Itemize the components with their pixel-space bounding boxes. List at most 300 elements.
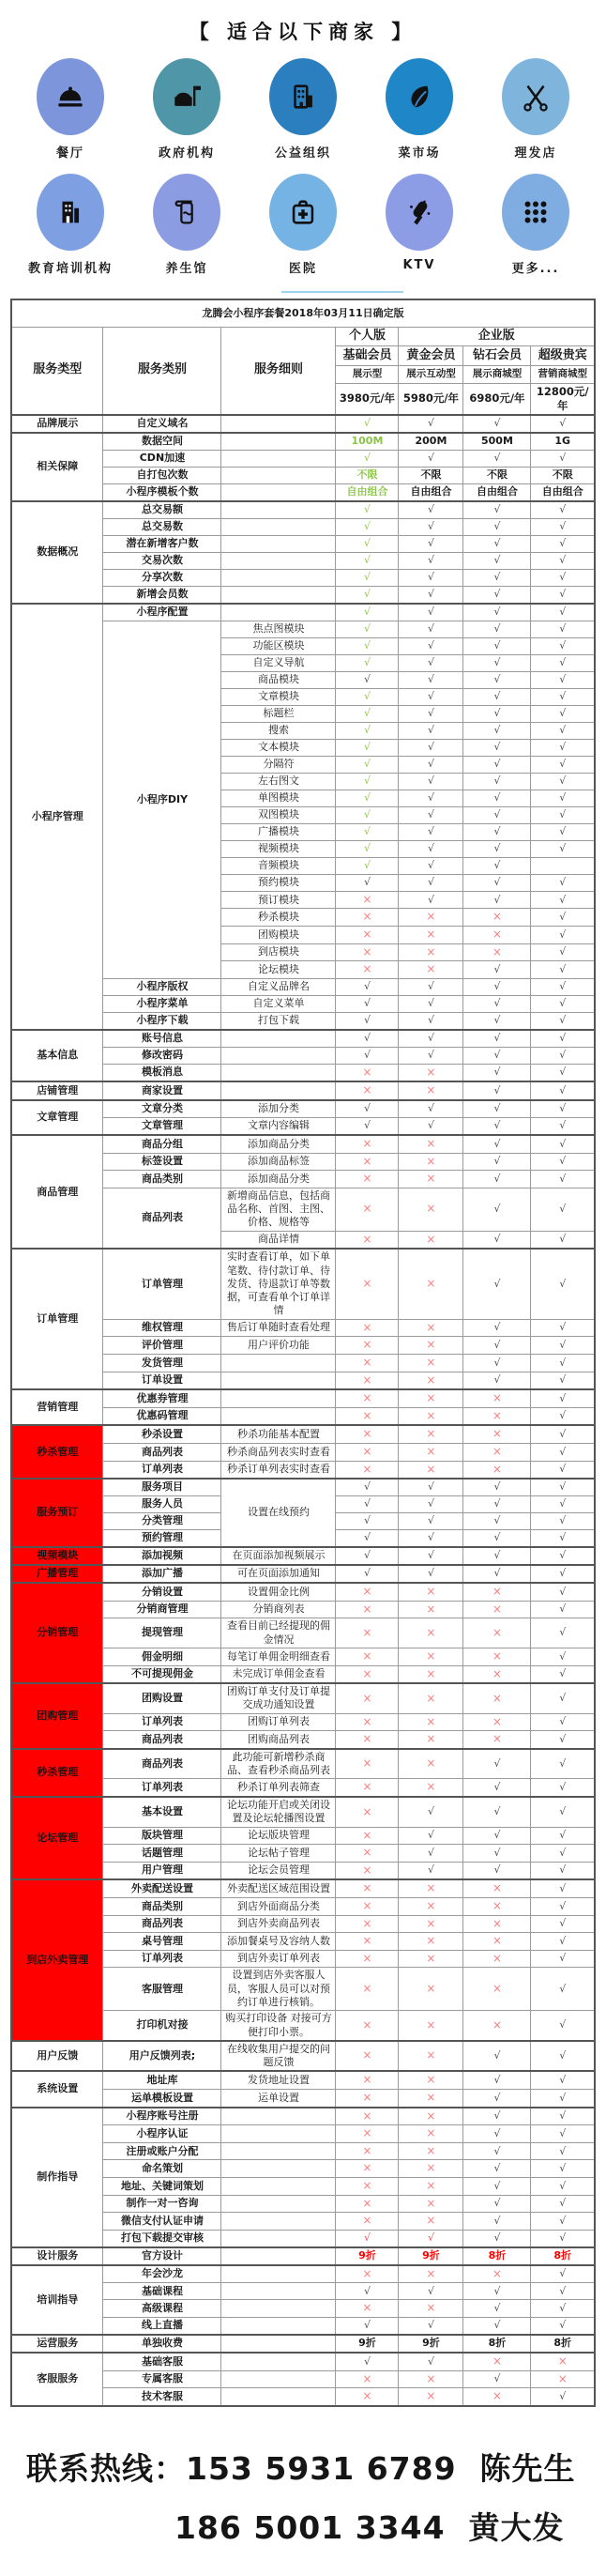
plan-value-cell: ×	[336, 2108, 399, 2125]
plan-value-cell: ×	[336, 1407, 399, 1425]
plan-value-cell: ×	[463, 1915, 531, 1933]
plan-value-cell: √	[531, 1354, 595, 1372]
plan-value-cell: √	[531, 450, 595, 467]
plan-value-cell: ×	[463, 1601, 531, 1618]
table-row	[11, 1565, 595, 1583]
service-detail-cell	[221, 2230, 336, 2247]
plan-value-cell: ×	[399, 1665, 463, 1683]
plan-value-cell: ×	[399, 943, 463, 961]
plan-value-cell: √	[463, 586, 531, 604]
plan-value-cell: ×	[399, 1354, 463, 1372]
hotline-contact-1: 陈先生	[479, 2449, 576, 2487]
service-detail-cell	[221, 2335, 336, 2353]
service-category-cell: 订单列表	[103, 1461, 221, 1479]
plan-value-cell: √	[531, 2283, 595, 2300]
service-type-cell: 系统设置	[11, 2071, 103, 2107]
service-type-cell: 营销管理	[11, 1389, 103, 1425]
merchant-item	[12, 58, 129, 161]
col-header-service-category: 服务类别	[103, 328, 221, 415]
plan-value-cell: ×	[463, 1665, 531, 1683]
plan-value-cell: ×	[399, 909, 463, 927]
plan-value-cell: √	[463, 978, 531, 995]
service-category-cell: 修改密码	[103, 1047, 221, 1064]
plan-value-cell: √	[531, 1530, 595, 1548]
plan-value-cell: ×	[336, 909, 399, 927]
plan-value-cell: √	[336, 756, 399, 773]
plan-value-cell: √	[336, 604, 399, 621]
service-detail-cell: 搜索	[221, 722, 336, 739]
merchant-item	[12, 174, 129, 276]
plan-value-cell: ×	[463, 2011, 531, 2041]
plan-value-cell: 200M	[399, 433, 463, 451]
plan-value-cell: √	[531, 552, 595, 569]
plan-value-cell: √	[336, 995, 399, 1012]
plan-value-cell: √	[531, 1389, 595, 1407]
service-detail-cell	[221, 433, 336, 451]
service-type-cell: 小程序管理	[11, 604, 103, 1030]
plan-value-cell: √	[399, 688, 463, 705]
plan-value-cell: ×	[463, 1425, 531, 1443]
pricing-table-body	[11, 415, 595, 2406]
plan-value-cell: √	[336, 874, 399, 891]
service-category-cell: 分销商管理	[103, 1601, 221, 1618]
plan-value-cell: √	[399, 722, 463, 739]
service-category-cell: 小程序下载	[103, 1012, 221, 1030]
service-category-cell: 团购设置	[103, 1683, 221, 1713]
plan-value-cell: √	[463, 705, 531, 722]
plan-value-cell: √	[531, 1713, 595, 1731]
plan-value-cell: √	[399, 569, 463, 586]
plan-value-cell: √	[531, 2213, 595, 2231]
plan-value-cell: √	[336, 518, 399, 535]
service-detail-cell: 未完成订单佣金查看	[221, 1665, 336, 1683]
medkit-icon	[269, 174, 337, 251]
plan-value-cell: ×	[399, 2300, 463, 2318]
plan-value-cell: √	[463, 2178, 531, 2196]
plan-value-cell: √	[463, 1064, 531, 1081]
plan-value-cell: √	[531, 1845, 595, 1863]
plan-value-cell: √	[399, 415, 463, 433]
plan-value-cell: √	[463, 1047, 531, 1064]
plan-value-cell: √	[399, 1862, 463, 1879]
service-detail-cell	[221, 1389, 336, 1407]
plan-value-cell: ×	[399, 2388, 463, 2406]
plan-value-cell: ×	[463, 909, 531, 927]
plan-value-cell: √	[531, 2300, 595, 2318]
plan-value-cell: 不限	[399, 467, 463, 483]
plan-value-cell: √	[336, 840, 399, 857]
plan-value-cell: √	[463, 1779, 531, 1797]
plan-value-cell: ×	[399, 2142, 463, 2160]
plan-value-cell: ×	[463, 1968, 531, 2011]
plan-value-cell: ×	[531, 2370, 595, 2388]
service-type-cell: 数据概况	[11, 501, 103, 604]
service-detail-cell: 新增商品信息，包括商品名称、首图、主图、价格、规格等	[221, 1188, 336, 1231]
plan-value-cell: √	[531, 569, 595, 586]
plan-value-cell: √	[463, 756, 531, 773]
plan-value-cell: √	[463, 1513, 531, 1530]
plan-value-cell: √	[336, 705, 399, 722]
plan-value-cell: 100M	[336, 433, 399, 451]
service-category-cell: 评价管理	[103, 1337, 221, 1355]
plan-value-cell: ×	[463, 1713, 531, 1731]
service-detail-cell: 秒杀订单列表筛查	[221, 1779, 336, 1797]
plan-value-cell: ×	[463, 1583, 531, 1601]
service-category-cell: 总交易额	[103, 501, 221, 519]
plan-value-cell: ×	[336, 1879, 399, 1897]
plan-value-cell: ×	[399, 1425, 463, 1443]
plan-value-cell: ×	[336, 927, 399, 944]
plan-value-cell: √	[399, 1012, 463, 1030]
merchant-item	[129, 58, 245, 161]
service-detail-cell	[221, 552, 336, 569]
service-category-cell: 官方设计	[103, 2247, 221, 2265]
plan-value-cell: √	[399, 874, 463, 891]
plan-value-cell: √	[531, 909, 595, 927]
plan-value-cell: √	[531, 943, 595, 961]
plan-value-cell: ×	[399, 1950, 463, 1968]
plan-price: 12800元/年	[531, 384, 595, 415]
plan-value-cell: ×	[463, 943, 531, 961]
table-row	[11, 1797, 595, 1827]
service-category-cell: 服务项目	[103, 1479, 221, 1496]
more-dots-icon	[502, 174, 569, 251]
plan-value-cell: √	[336, 2318, 399, 2336]
table-row	[11, 1249, 595, 1319]
plan-value-cell: √	[531, 773, 595, 790]
plan-value-cell: √	[531, 2318, 595, 2336]
service-category-cell: 分类管理	[103, 1513, 221, 1530]
service-category-cell: 秒杀设置	[103, 1425, 221, 1443]
plan-value-cell: √	[463, 1354, 531, 1372]
plan-value-cell: ×	[399, 1389, 463, 1407]
plan-value-cell: √	[399, 535, 463, 552]
plan-value-cell: √	[399, 1827, 463, 1845]
plan-value-cell: √	[531, 1879, 595, 1897]
service-category-cell: 用户管理	[103, 1862, 221, 1879]
table-row	[11, 1425, 595, 1443]
service-category-cell: 小程序配置	[103, 604, 221, 621]
plan-value-cell: ×	[336, 1601, 399, 1618]
plan-value-cell: ×	[399, 1879, 463, 1897]
service-detail-cell: 分销商列表	[221, 1601, 336, 1618]
plan-value-cell: ×	[399, 1898, 463, 1916]
plan-value-cell: √	[463, 1547, 531, 1565]
service-detail-cell: 预约模块	[221, 874, 336, 891]
service-detail-cell: 预订模块	[221, 891, 336, 909]
service-category-cell: 基本设置	[103, 1797, 221, 1827]
plan-value-cell: ×	[399, 1731, 463, 1749]
plan-price: 6980元/年	[463, 384, 531, 415]
plan-type: 展示商城型	[463, 366, 531, 384]
service-category-cell: 标签设置	[103, 1153, 221, 1171]
plan-value-cell: 9折	[336, 2247, 399, 2265]
plan-value-cell: √	[463, 1012, 531, 1030]
plan-value-cell: √	[336, 2353, 399, 2370]
plan-value-cell: 9折	[336, 2335, 399, 2353]
service-detail-cell: 文本模块	[221, 739, 336, 756]
merchant-item	[361, 58, 477, 161]
plan-value-cell: √	[531, 1665, 595, 1683]
plan-value-cell: ×	[463, 1898, 531, 1916]
plan-value-cell: √	[531, 806, 595, 823]
plan-value-cell: √	[463, 1319, 531, 1337]
plan-value-cell: √	[531, 874, 595, 891]
plan-value-cell: √	[531, 1030, 595, 1048]
plan-value-cell: √	[399, 756, 463, 773]
plan-value-cell: ×	[399, 1135, 463, 1153]
service-type-cell: 团购管理	[11, 1683, 103, 1749]
merchant-label: 教育培训机构	[27, 262, 113, 276]
plan-value-cell: 8折	[463, 2247, 531, 2265]
plan-value-cell: √	[463, 1249, 531, 1319]
hotline-footer	[26, 2445, 606, 2576]
service-detail-cell	[221, 2300, 336, 2318]
service-detail-cell: 论坛模块	[221, 961, 336, 979]
plan-value-cell: ×	[463, 1731, 531, 1749]
service-category-cell: 模板消息	[103, 1064, 221, 1081]
plan-value-cell: ×	[336, 1249, 399, 1319]
table-row	[11, 1081, 595, 1100]
table-row	[11, 2247, 595, 2265]
plan-value-cell: √	[399, 1547, 463, 1565]
plan-type: 展示互动型	[399, 366, 463, 384]
plan-value-cell: ×	[399, 2195, 463, 2213]
service-detail-cell: 秒杀功能基本配置	[221, 1425, 336, 1443]
service-detail-cell: 设置佣金比例	[221, 1583, 336, 1601]
merchant-item	[129, 174, 245, 276]
plan-value-cell: √	[531, 840, 595, 857]
service-detail-cell: 添加餐桌号及容纳人数	[221, 1933, 336, 1951]
plan-value-cell: √	[463, 1171, 531, 1188]
plan-price: 3980元/年	[336, 384, 399, 415]
plan-value-cell: ×	[399, 1601, 463, 1618]
service-detail-cell	[221, 2160, 336, 2178]
plan-value-cell: √	[531, 1968, 595, 2011]
plan-value-cell: √	[463, 840, 531, 857]
service-detail-cell	[221, 535, 336, 552]
plan-value-cell: ×	[336, 1135, 399, 1153]
plan-value-cell: ×	[336, 1064, 399, 1081]
plan-value-cell: √	[336, 1547, 399, 1565]
merchant-label: 医院	[288, 262, 317, 276]
merchant-item	[245, 58, 361, 161]
service-detail-cell	[221, 2142, 336, 2160]
service-detail-cell: 论坛会员管理	[221, 1862, 336, 1879]
plan-value-cell: ×	[463, 1648, 531, 1665]
service-category-cell: 运单模板设置	[103, 2090, 221, 2108]
plan-value-cell: √	[336, 1513, 399, 1530]
hotline-phone-2: 186 5001 3344	[174, 2508, 446, 2546]
merchant-label: 理发店	[514, 146, 557, 161]
plan-value-cell: ×	[463, 2265, 531, 2283]
plan-value-cell: √	[531, 1135, 595, 1153]
plan-value-cell: ×	[399, 1779, 463, 1797]
service-detail-cell	[221, 450, 336, 467]
plan-value-cell: √	[531, 891, 595, 909]
service-category-cell: 商品列表	[103, 1731, 221, 1749]
service-category-cell: 发货管理	[103, 1354, 221, 1372]
plan-value-cell: ×	[399, 1583, 463, 1601]
plan-value-cell: ×	[336, 1171, 399, 1188]
service-detail-cell: 打包下载	[221, 1012, 336, 1030]
service-category-cell: 地址库	[103, 2071, 221, 2089]
plan-value-cell: ×	[399, 2370, 463, 2388]
plan-value-cell: ×	[399, 1249, 463, 1319]
plan-value-cell: ×	[399, 1749, 463, 1779]
merchant-label: 更多...	[511, 262, 560, 276]
plan-value-cell: √	[531, 586, 595, 604]
service-type-cell: 论坛管理	[11, 1797, 103, 1879]
plan-value-cell: √	[399, 2318, 463, 2336]
service-category-cell: 订单列表	[103, 1779, 221, 1797]
plan-value-cell: ×	[336, 2213, 399, 2231]
merchant-label: KTV	[402, 258, 436, 272]
plan-value-cell: √	[336, 790, 399, 806]
plan-value-cell: √	[463, 1337, 531, 1355]
plan-value-cell: √	[399, 1100, 463, 1118]
plan-value-cell: √	[531, 1583, 595, 1601]
plan-value-cell: ×	[399, 1081, 463, 1100]
service-detail-cell	[221, 604, 336, 621]
service-detail-cell: 添加商品标签	[221, 1153, 336, 1171]
table-row	[11, 2108, 595, 2125]
plan-value-cell: √	[531, 2160, 595, 2178]
plan-value-cell: 8折	[531, 2335, 595, 2353]
plan-value-cell: √	[463, 637, 531, 654]
plan-value-cell: ×	[336, 1425, 399, 1443]
service-type-cell: 相关保障	[11, 433, 103, 501]
service-detail-cell: 运单设置	[221, 2090, 336, 2108]
service-detail-cell: 文章内容编辑	[221, 1118, 336, 1136]
plan-value-cell: √	[531, 501, 595, 519]
table-row	[11, 2335, 595, 2353]
service-detail-cell: 添加分类	[221, 1100, 336, 1118]
service-detail-cell	[221, 467, 336, 483]
plan-value-cell: √	[531, 961, 595, 979]
plan-value-cell: √	[336, 823, 399, 840]
hotline-contact-2: 黄大发	[468, 2508, 565, 2546]
plan-value-cell: ×	[399, 961, 463, 979]
table-row	[11, 1389, 595, 1407]
plan-value-cell: √	[336, 1100, 399, 1118]
plan-value-cell: √	[463, 2230, 531, 2247]
plan-value-cell: √	[531, 1425, 595, 1443]
plan-value-cell: √	[531, 1933, 595, 1951]
scissors-icon	[502, 58, 569, 135]
plan-value-cell: √	[399, 1030, 463, 1048]
plan-value-cell: ×	[336, 1337, 399, 1355]
hotline-phone-1: 153 5931 6789	[186, 2449, 457, 2487]
plan-value-cell: √	[336, 1030, 399, 1048]
plan-value-cell: √	[463, 1862, 531, 1879]
plan-value-cell: ×	[336, 2178, 399, 2196]
plan-value-cell: √	[531, 927, 595, 944]
plan-value-cell: √	[531, 518, 595, 535]
plan-value-cell: ×	[399, 2178, 463, 2196]
service-category-cell: 小程序DIY	[103, 621, 221, 978]
plan-value-cell: 1G	[531, 433, 595, 451]
table-row	[11, 1683, 595, 1713]
plan-value-cell: √	[531, 705, 595, 722]
service-type-cell: 到店外卖管理	[11, 1879, 103, 2040]
service-detail-cell: 单图模块	[221, 790, 336, 806]
service-category-cell: 版块管理	[103, 1827, 221, 1845]
plan-value-cell: √	[336, 450, 399, 467]
service-category-cell: 商品类别	[103, 1171, 221, 1188]
service-category-cell: 总交易数	[103, 518, 221, 535]
service-category-cell: 商家设置	[103, 1081, 221, 1100]
plan-value-cell: ×	[336, 2300, 399, 2318]
plan-value-cell: √	[399, 637, 463, 654]
service-category-cell: 专属客服	[103, 2370, 221, 2388]
plan-value-cell: √	[463, 773, 531, 790]
plan-value-cell: ×	[463, 1407, 531, 1425]
plan-value-cell: ×	[399, 1461, 463, 1479]
service-detail-cell	[221, 483, 336, 501]
plan-value-cell: √	[531, 2142, 595, 2160]
plan-value-cell: √	[463, 2090, 531, 2108]
plan-value-cell: ×	[336, 1933, 399, 1951]
plan-name: 黄金会员	[399, 346, 463, 366]
service-category-cell: 商品类别	[103, 1898, 221, 1916]
plan-value-cell: √	[463, 535, 531, 552]
plan-value-cell: ×	[336, 2388, 399, 2406]
table-row	[11, 1135, 595, 1153]
table-title: 龙腾会小程序套餐2018年03月11日确定版	[11, 299, 595, 328]
service-detail-cell: 文章模块	[221, 688, 336, 705]
plan-value-cell: √	[463, 1496, 531, 1513]
plan-value-cell: ×	[463, 1879, 531, 1897]
service-detail-cell: 到店外卖商品列表	[221, 1915, 336, 1933]
plan-value-cell: ×	[336, 2160, 399, 2178]
plan-value-cell: √	[399, 1479, 463, 1496]
plan-value-cell: √	[463, 739, 531, 756]
merchant-icon-grid	[12, 58, 594, 289]
plan-value-cell: √	[531, 1898, 595, 1916]
service-category-cell: 用户反馈列表;	[103, 2041, 221, 2072]
plan-value-cell: √	[336, 1496, 399, 1513]
service-category-cell: 不可提现佣金	[103, 1665, 221, 1683]
plan-value-cell: ×	[336, 1461, 399, 1479]
plan-value-cell: ×	[399, 2071, 463, 2089]
plan-value-cell: ×	[399, 1648, 463, 1665]
service-type-cell: 客服服务	[11, 2353, 103, 2406]
plan-value-cell: √	[463, 569, 531, 586]
plan-value-cell: ×	[463, 1461, 531, 1479]
plan-value-cell: ×	[399, 1933, 463, 1951]
plan-value-cell: √	[336, 739, 399, 756]
plan-value-cell: ×	[336, 2071, 399, 2089]
plan-name: 基础会员	[336, 346, 399, 366]
plan-value-cell: √	[399, 840, 463, 857]
plan-value-cell: ×	[336, 2265, 399, 2283]
plan-value-cell: √	[463, 1100, 531, 1118]
plan-value-cell: ×	[336, 1665, 399, 1683]
service-category-cell: 小程序模板个数	[103, 483, 221, 501]
service-detail-cell	[221, 1064, 336, 1081]
pricing-table-header	[11, 299, 595, 415]
plan-value-cell: √	[399, 450, 463, 467]
plan-value-cell: 9折	[399, 2335, 463, 2353]
service-type-cell: 视频模块	[11, 1547, 103, 1565]
plan-value-cell: √	[531, 1648, 595, 1665]
plan-value-cell: √	[399, 790, 463, 806]
service-detail-cell: 到店模块	[221, 943, 336, 961]
service-category-cell: 微信支付认证申请	[103, 2213, 221, 2231]
plan-value-cell: √	[463, 2041, 531, 2072]
plan-value-cell: √	[531, 978, 595, 995]
